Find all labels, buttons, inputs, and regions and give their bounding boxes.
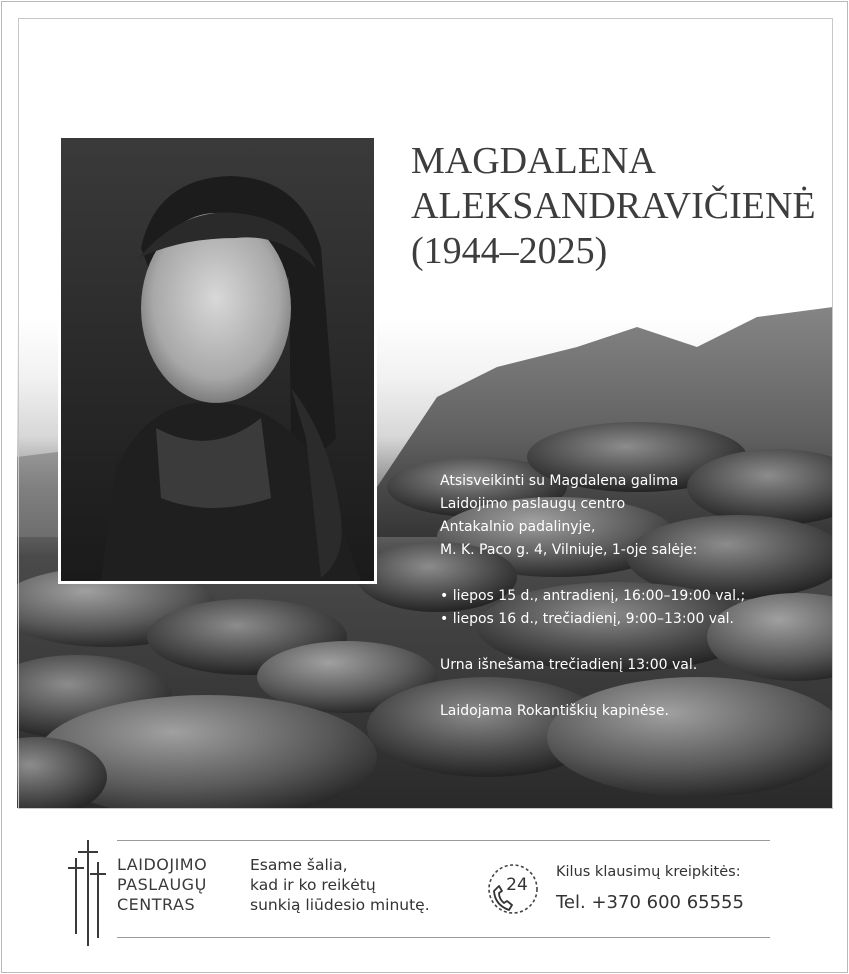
- phone-24-icon: [485, 861, 541, 917]
- first-name: MAGDALENA: [411, 140, 656, 182]
- schedule-item: • liepos 15 d., antradienį, 16:00–19:00 val.;: [440, 588, 746, 604]
- info-line: Laidojimo paslaugų centro: [440, 496, 626, 512]
- last-name: ALEKSANDRAVIČIENĖ: [411, 185, 816, 227]
- info-line: Antakalnio padalinyje,: [440, 519, 596, 535]
- footer-top-rule: [117, 840, 770, 841]
- brand-line: PASLAUGŲ: [117, 875, 207, 894]
- brand-name: [117, 855, 207, 915]
- tagline-line: sunkią liūdesio minutę.: [250, 896, 430, 914]
- contact-prompt: Kilus klausimų kreipkitės:: [556, 864, 741, 880]
- crosses-logo-icon: [66, 838, 110, 948]
- phone-number[interactable]: Tel. +370 600 65555: [556, 892, 744, 913]
- farewell-info: [440, 470, 830, 723]
- info-line: Atsisveikinti su Magdalena galima: [440, 473, 679, 489]
- portrait-photo: [58, 135, 377, 584]
- burial-info: Laidojama Rokantiškių kapinėse.: [440, 703, 669, 719]
- tagline-line: kad ir ko reikėtų: [250, 876, 376, 894]
- urn-info: Urna išnešama trečiadienį 13:00 val.: [440, 657, 698, 673]
- contact-block: [556, 862, 744, 915]
- footer-bottom-rule: [117, 937, 770, 938]
- tagline-line: Esame šalia,: [250, 856, 348, 874]
- deceased-name-block: [411, 139, 831, 274]
- tagline: [250, 855, 430, 915]
- brand-line: LAIDOJIMO: [117, 855, 208, 874]
- info-line: M. K. Paco g. 4, Vilniuje, 1-oje salėje:: [440, 542, 698, 558]
- brand-line: CENTRAS: [117, 895, 196, 914]
- phone-badge-text: 24: [506, 875, 528, 895]
- life-years: (1944–2025): [411, 230, 608, 272]
- schedule-item: • liepos 16 d., trečiadienį, 9:00–13:00 val.: [440, 611, 735, 627]
